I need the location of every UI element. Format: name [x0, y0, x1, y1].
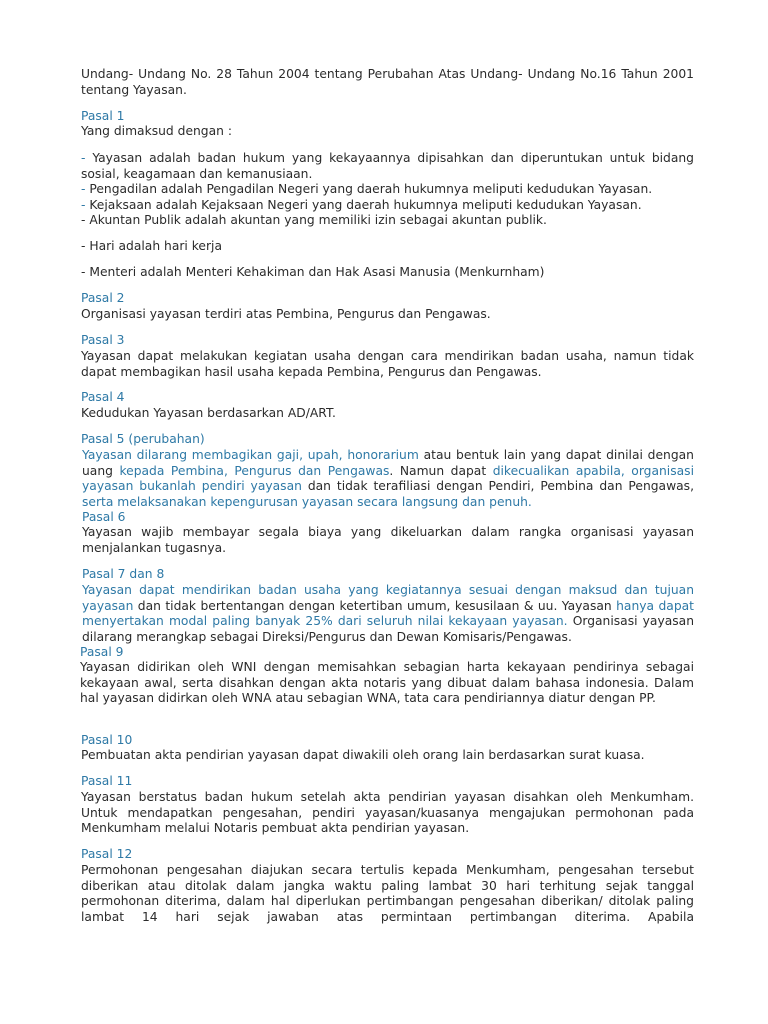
pasal-4-heading: Pasal 4	[81, 390, 125, 404]
pasal-12-heading: Pasal 12	[81, 847, 133, 861]
pasal-2-text: Organisasi yayasan terdiri atas Pembina, Pengurus dan Pengawas.	[81, 307, 491, 321]
pasal-6-text: Yayasan wajib membayar segala biaya yang dikeluarkan dalam rangka organisasi yayasan menjalankan tugasnya.	[82, 525, 694, 555]
plain-text: Organisasi yayasan dilarang merangkap sebagai Direksi/Pengurus dan Dewan Komisaris/Pengawas.	[82, 614, 694, 644]
highlight-text: serta melaksanakan kepengurusan yayasan secara langsung dan penuh.	[82, 494, 532, 509]
bullet-dash: -	[81, 198, 90, 212]
pasal-3-heading: Pasal 3	[81, 333, 125, 347]
highlight-text: kepada Pembina, Pengurus dan Pengawas	[119, 463, 390, 478]
bullet-dash: -	[81, 151, 93, 165]
pasal-12-text: Permohonan pengesahan diajukan secara tertulis kepada Menkumham, pengesahan tersebut diberikan atau ditolak dalam jangka waktu paling lambat 30 hari terhitung sejak tanggal permohonan diterima, dalam hal diperlukan pertimbangan pengesahan diberikan/ ditolak paling lambat 14 hari sejak jawaban atas permintaan pertimbangan diterima. Apabila	[81, 863, 694, 924]
pasal-1-definition-yayasan	[81, 151, 694, 182]
pasal-11-text: Yayasan berstatus badan hukum setelah akta pendirian yayasan disahkan oleh Menkumham. Untuk mendapatkan pengesahan, pendiri yayasan/kuasanya mengajukan permohonan pada Menkumham melalui Notaris pembuat akta pendirian yayasan.	[81, 790, 694, 835]
plain-text: dan tidak terafiliasi dengan Pendiri, Pembina dan Pengawas,	[301, 479, 694, 493]
pasal-2-heading: Pasal 2	[81, 291, 125, 305]
plain-text: atau bentuk lain yang dapat dinilai dengan uang	[82, 448, 694, 478]
pasal-10-heading: Pasal 10	[81, 733, 133, 747]
pasal-1-definition-menteri: - Menteri adalah Menteri Kehakiman dan Hak Asasi Manusia (Menkurnham)	[81, 265, 545, 279]
pasal-1-definition-pengadilan	[81, 182, 694, 198]
highlight-text: Yayasan dilarang membagikan gaji, upah, honorarium	[82, 448, 419, 462]
plain-text: dan tidak bertentangan dengan ketertiban umum, kesusilaan & uu. Yayasan	[133, 598, 617, 613]
pasal-1-heading: Pasal 1	[81, 109, 125, 123]
pasal-1-definition-hari: - Hari adalah hari kerja	[81, 239, 223, 253]
pasal-1-definition-akuntan: - Akuntan Publik adalah akuntan yang memiliki izin sebagai akuntan publik.	[81, 213, 547, 227]
pasal-4-text: Kedudukan Yayasan berdasarkan AD/ART.	[81, 406, 336, 420]
pasal-11-heading: Pasal 11	[81, 774, 133, 788]
pasal-9-heading: Pasal 9	[80, 645, 124, 659]
pasal-6-heading: Pasal 6	[82, 510, 126, 524]
pasal-9-text: Yayasan didirikan oleh WNI dengan memisahkan sebagian harta kekayaan pendirinya sebagai kekayaan awal, serta disahkan dengan akta notaris yang dibuat dalam bahasa indonesia. Dalam hal yayasan didirkan oleh WNA atau sebagian WNA, tata cara pendiriannya diatur dengan PP.	[80, 660, 694, 705]
definition-text: Pengadilan adalah Pengadilan Negeri yang daerah hukumnya meliputi kedudukan Yayasan.	[89, 182, 653, 196]
pasal-5-heading: Pasal 5 (perubahan)	[81, 432, 205, 446]
highlight-text: Yayasan dapat mendirikan badan usaha yang kegiatannya sesuai dengan maksud dan tujuan yayasan	[82, 583, 694, 613]
bullet-dash: -	[81, 182, 90, 196]
pasal-7-8-heading: Pasal 7 dan 8	[82, 567, 165, 581]
definition-text: Yayasan adalah badan hukum yang kekayaannya dipisahkan dan diperuntukan untuk bidang sosial, keagamaan dan kemanusiaan.	[81, 151, 694, 181]
plain-text: . Namun dapat	[389, 463, 493, 478]
definition-text: Kejaksaan adalah Kejaksaan Negeri yang daerah hukumnya meliputi kedudukan Yayasan.	[89, 198, 642, 212]
pasal-10-text: Pembuatan akta pendirian yayasan dapat diwakili oleh orang lain berdasarkan surat kuasa.	[81, 748, 645, 762]
pasal-7-8-text	[82, 583, 694, 645]
pasal-1-definition-kejaksaan	[81, 198, 694, 214]
pasal-1-intro: Yang dimaksud dengan :	[81, 124, 232, 138]
document-title: Undang- Undang No. 28 Tahun 2004 tentang Perubahan Atas Undang- Undang No.16 Tahun 2001 tentang Yayasan.	[81, 67, 694, 97]
highlight-text: dikecualikan apabila, organisasi yayasan bukanlah pendiri yayasan	[82, 463, 694, 493]
pasal-5-text	[82, 448, 694, 510]
pasal-3-text: Yayasan dapat melakukan kegiatan usaha dengan cara mendirikan badan usaha, namun tidak dapat membagikan hasil usaha kepada Pembina, Pengurus dan Pengawas.	[81, 349, 694, 379]
highlight-text: hanya dapat menyertakan modal paling banyak 25% dari seluruh nilai kekayaan yayasan.	[82, 598, 694, 628]
